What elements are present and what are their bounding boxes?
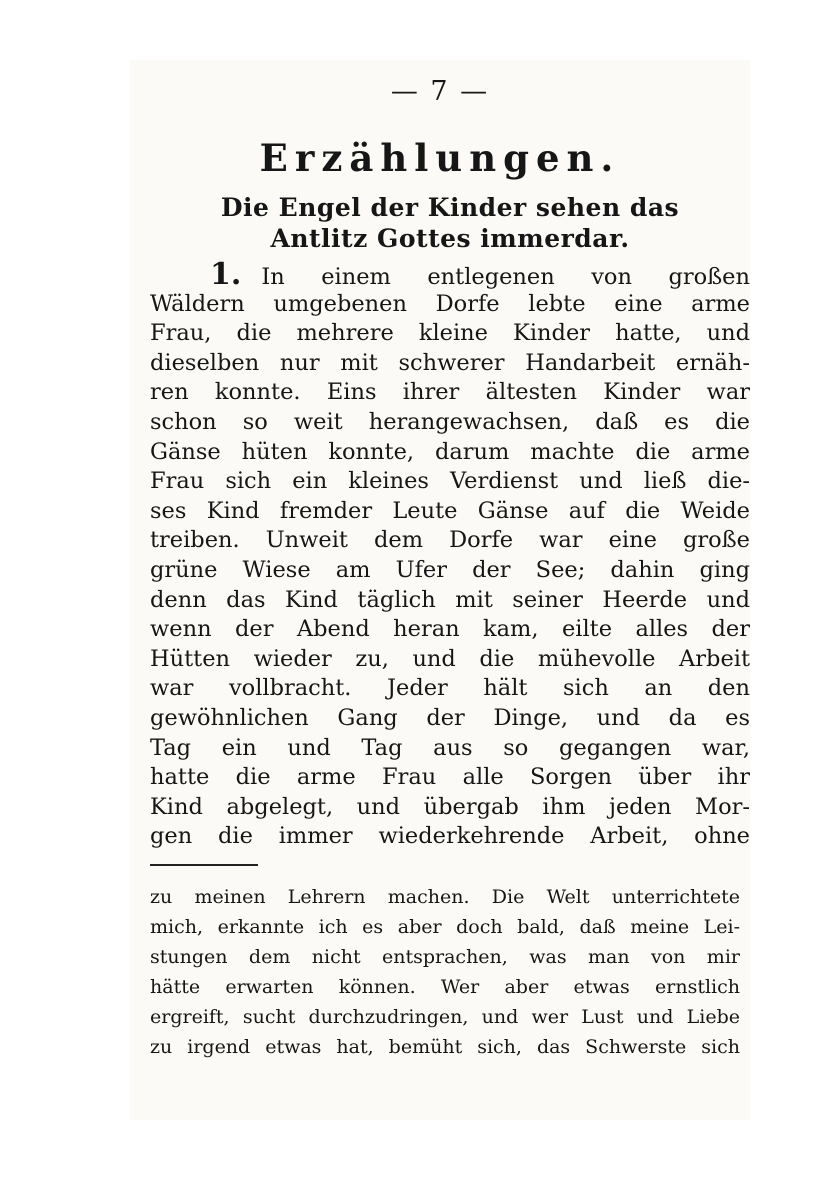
paragraph-line: ses Kind fremder Leute Gänse auf die Weide [150,497,750,524]
paragraph-line: dieselben nur mit schwerer Handarbeit ernäh- [150,349,750,376]
footnote-line: zu meinen Lehrern machen. Die Welt unterrichtete [150,886,740,908]
paragraph-first-line: In einem entlegenen von großen [261,264,750,290]
story-title-line: Die Engel der Kinder sehen das [220,193,680,222]
paragraph-line: Kind abgelegt, und übergab ihm jeden Mor- [150,793,750,820]
footnote [150,882,740,1062]
page-number: — 7 — [390,76,490,107]
paragraph-line: gen die immer wiederkehrende Arbeit, ohne [150,823,750,850]
story-title [150,192,750,254]
paragraph-line: war vollbracht. Jeder hält sich an den [150,675,750,702]
footnote-line: stungen dem nicht entsprachen, was man von mir [150,946,740,968]
paragraph-line: schon so weit herangewachsen, daß es die [150,408,750,435]
footnote-divider [150,864,258,866]
footnote-line: hätte erwarten können. Wer aber etwas ernstlich [150,976,740,998]
paragraph-line: Wäldern umgebenen Dorfe lebte eine arme [150,290,750,317]
paragraph-line: Hütten wieder zu, und die mühevolle Arbeit [150,645,750,672]
paragraph-line: denn das Kind täglich mit seiner Heerde und [150,586,750,613]
paragraph-line [150,257,750,292]
section-title: Erzählungen. [259,136,621,180]
paragraph-line: Gänse hüten konnte, darum machte die arme [150,438,750,465]
paragraph-line: grüne Wiese am Ufer der See; dahin ging [150,556,750,583]
paragraph-number: 1. [210,257,242,292]
paragraph [150,257,750,852]
paragraph-line: hatte die arme Frau alle Sorgen über ihr [150,764,750,791]
story-title-line: Antlitz Gottes immerdar. [270,224,630,253]
book-page [130,60,750,1120]
footnote-line: ergreift, sucht durchzudringen, und wer Lust und Liebe [150,1006,740,1028]
footnote-line: zu irgend etwas hat, bemüht sich, das Schwerste sich [150,1036,740,1058]
paragraph-line: ren konnte. Eins ihrer ältesten Kinder war [150,379,750,406]
paragraph-line: treiben. Unweit dem Dorfe war eine große [150,527,750,554]
footnote-line: mich, erkannte ich es aber doch bald, daß meine Lei- [150,916,740,938]
paragraph-line: Tag ein und Tag aus so gegangen war, [150,734,750,761]
paragraph-line: Frau, die mehrere kleine Kinder hatte, und [150,320,750,347]
paragraph-line: wenn der Abend heran kam, eilte alles der [150,616,750,643]
paragraph-line: Frau sich ein kleines Verdienst und ließ die- [150,468,750,495]
paragraph-line: gewöhnlichen Gang der Dinge, und da es [150,704,750,731]
